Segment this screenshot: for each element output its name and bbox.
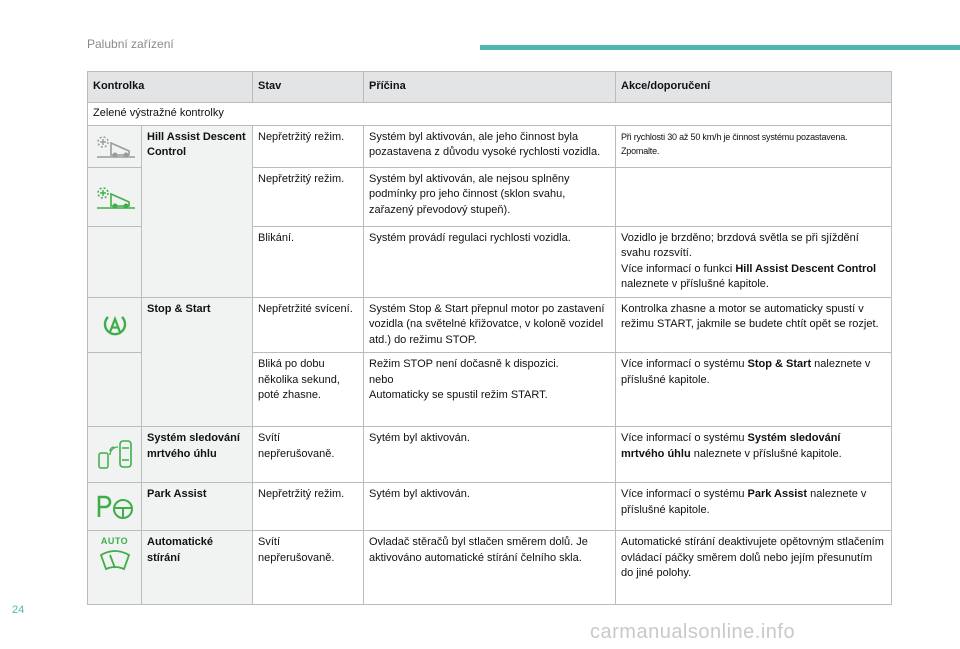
cause-cell	[364, 353, 616, 427]
state-cell: Bliká po dobu několika sekund, poté zhasne.	[253, 353, 364, 427]
table-row	[88, 125, 892, 167]
wiper-icon	[98, 547, 132, 573]
col-header-kontrolka: Kontrolka	[88, 72, 253, 103]
cause-text: Režim STOP není dočasně k dispozici.	[369, 358, 559, 370]
hill-descent-icon	[93, 133, 137, 159]
table-header-row	[88, 72, 892, 103]
cause-cell: Sytém byl aktivován.	[364, 483, 616, 531]
section-label: Zelené výstražné kontrolky	[88, 103, 892, 126]
action-cell: Kontrolka zhasne a motor se automaticky spustí v režimu START, jakmile se budete chtít opět se rozjet.	[616, 297, 892, 353]
blind-spot-name: Systém sledování mrtvého úhlu	[142, 427, 253, 483]
cause-cell: Systém provádí regulaci rychlosti vozidla.	[364, 226, 616, 297]
action-text: Více informací o systému	[621, 432, 748, 444]
icon-cell	[88, 167, 142, 226]
section-row	[88, 103, 892, 126]
col-header-akce: Akce/doporučení	[616, 72, 892, 103]
blind-spot-icon	[93, 438, 137, 472]
action-cell	[616, 167, 892, 226]
state-cell: Blikání.	[253, 226, 364, 297]
icon-cell	[88, 427, 142, 483]
park-assist-icon	[93, 493, 137, 521]
state-cell: Nepřetržitý režim.	[253, 483, 364, 531]
state-cell: Svítí nepřerušovaně.	[253, 531, 364, 605]
header-accent-bar	[480, 45, 960, 50]
state-cell: Nepřetržitý režim.	[253, 167, 364, 226]
action-text: Více informací o systému	[621, 488, 748, 500]
action-cell	[616, 483, 892, 531]
action-text: Více informací o systému	[621, 358, 748, 370]
hill-assist-name: Hill Assist Descent Control	[142, 125, 253, 297]
icon-cell-empty	[88, 226, 142, 297]
action-text: naleznete v příslušné kapitole.	[621, 488, 867, 516]
state-cell: Nepřetržitý režim.	[253, 125, 364, 167]
section-title: Palubní zařízení	[87, 37, 174, 51]
cause-cell: Systém byl aktivován, ale nejsou splněny podmínky pro jeho činnost (sklon svahu, zařazený převodový stupeň).	[364, 167, 616, 226]
action-text: naleznete v příslušné kapitole.	[690, 447, 842, 460]
action-cell: Při rychlosti 30 až 50 km/h je činnost systému pozastavena. Zpomalte.	[616, 125, 892, 167]
action-text: naleznete v příslušné kapitole.	[621, 358, 871, 386]
action-bold-text: Systém sledování mrtvého úhlu	[621, 432, 841, 460]
action-cell	[616, 226, 892, 297]
col-header-stav: Stav	[253, 72, 364, 103]
table-row	[88, 531, 892, 605]
icon-cell	[88, 531, 142, 605]
page-number: 24	[12, 604, 25, 616]
table-row	[88, 427, 892, 483]
wiper-name: Automatické stírání	[142, 531, 253, 605]
table-row	[88, 297, 892, 353]
icon-cell	[88, 483, 142, 531]
col-header-pricina: Příčina	[364, 72, 616, 103]
icon-cell-empty	[88, 353, 142, 427]
action-bold-text: Hill Assist Descent Control	[735, 262, 877, 275]
action-text: Vozidlo je brzděno; brzdová světla se při sjíždění svahu rozsvítí.	[621, 231, 859, 259]
icon-cell	[88, 297, 142, 353]
cause-text: nebo	[369, 373, 394, 386]
stop-start-name: Stop & Start	[142, 297, 253, 427]
cause-cell: Sytém byl aktivován.	[364, 427, 616, 483]
icon-cell	[88, 125, 142, 167]
action-text: naleznete v příslušné kapitole.	[621, 278, 769, 290]
cause-cell: Systém byl aktivován, ale jeho činnost byla pozastavena z důvodu vysoké rychlosti vozidla.	[364, 125, 616, 167]
footer-watermark: carmanualsonline.info	[590, 621, 796, 643]
table-row	[88, 483, 892, 531]
warning-lights-table	[87, 71, 892, 605]
cause-cell: Systém Stop & Start přepnul motor po zastavení vozidla (na světelné křižovatce, v koloně vozidel atd.) do režimu STOP.	[364, 297, 616, 353]
action-text: Více informací o funkci	[621, 262, 736, 275]
cause-cell: Ovladač stěračů byl stlačen směrem dolů. Je aktivováno automatické stírání čelního skla.	[364, 531, 616, 605]
state-cell: Nepřetržité svícení.	[253, 297, 364, 353]
stop-start-icon	[101, 311, 129, 339]
cause-text: Automaticky se spustil režim START.	[369, 389, 548, 401]
action-cell: Automatické stírání deaktivujete opětovným stlačením ovládací páčky směrem dolů nebo jejím přesunutím do jiné polohy.	[616, 531, 892, 605]
hill-descent-active-icon	[93, 184, 137, 210]
state-cell: Svítí nepřerušovaně.	[253, 427, 364, 483]
action-bold-text: Stop & Start	[747, 358, 812, 370]
auto-label: AUTO	[100, 536, 129, 546]
park-assist-name: Park Assist	[142, 483, 253, 531]
action-cell	[616, 427, 892, 483]
action-bold-text: Park Assist	[747, 488, 808, 500]
action-cell	[616, 353, 892, 427]
